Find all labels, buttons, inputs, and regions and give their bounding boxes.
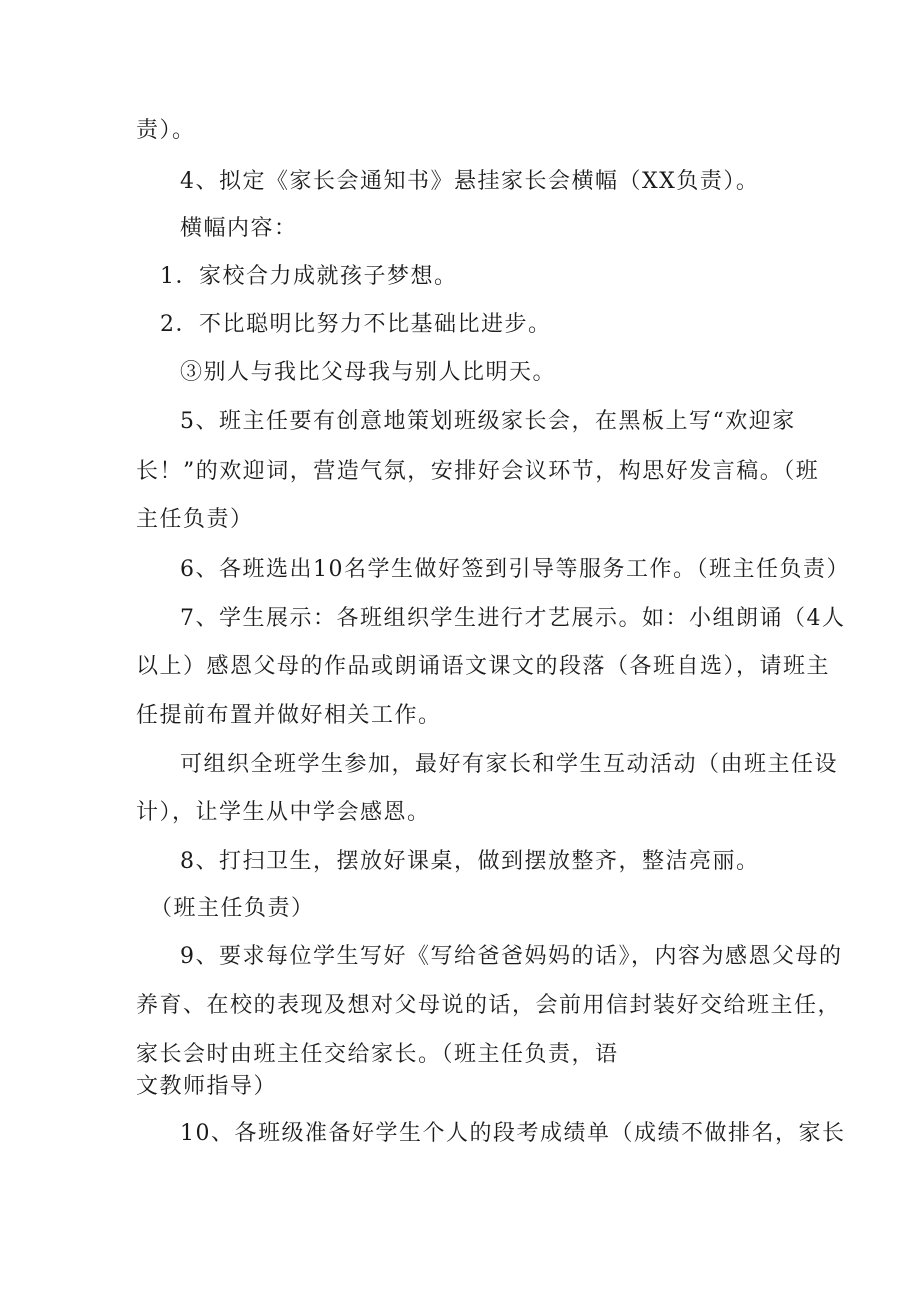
text-line-5: 2．不比聪明比努力不比基础比进步。 — [160, 312, 552, 337]
text-line-19: 养育、在校的表现及想对父母说的话，会前用信封装好交给班主任， — [136, 993, 842, 1018]
text-line-2: 4、拟定《家长会通知书》悬挂家长会横幅（XX负责）。 — [180, 169, 760, 194]
text-line-9: 主任负责） — [136, 507, 254, 532]
text-line-11: 7、学生展示：各班组织学生进行才艺展示。如：小组朗诵（4人 — [180, 606, 846, 631]
text-line-16: 8、打扫卫生，摆放好课桌，做到摆放整齐，整洁亮丽。 — [180, 849, 760, 874]
text-line-18: 9、要求每位学生写好《写给爸爸妈妈的话》，内容为感恩父母的 — [180, 944, 843, 969]
text-line-12: 以上）感恩父母的作品或朗诵语文课文的段落（各班自选），请班主 — [136, 654, 831, 679]
text-line-3: 横幅内容： — [180, 216, 298, 241]
text-line-17: （班主任负责） — [150, 896, 315, 921]
text-line-4: 1．家校合力成就孩子梦想。 — [160, 264, 458, 289]
text-line-20: 家长会时由班主任交给家长。（班主任负责，语 — [136, 1042, 619, 1067]
text-line-10: 6、各班选出10名学生做好签到引导等服务工作。（班主任负责） — [180, 557, 850, 582]
text-line-22: 10、各班级准备好学生个人的段考成绩单（成绩不做排名，家长 — [180, 1121, 846, 1146]
text-line-14: 可组织全班学生参加，最好有家长和学生互动活动（由班主任设 — [180, 752, 839, 777]
text-line-13: 任提前布置并做好相关工作。 — [136, 703, 442, 728]
text-line-7: 5、班主任要有创意地策划班级家长会，在黑板上写“欢迎家 — [180, 409, 796, 434]
text-line-15: 计），让学生从中学会感恩。 — [136, 800, 431, 825]
text-line-8: 长！”的欢迎词，营造气氛，安排好会议环节，构思好发言稿。（班 — [136, 459, 820, 484]
text-line-21: 文教师指导） — [136, 1074, 278, 1099]
text-line-6: ③别人与我比父母我与别人比明天。 — [180, 360, 557, 385]
text-line-1: 责）。 — [136, 118, 196, 143]
